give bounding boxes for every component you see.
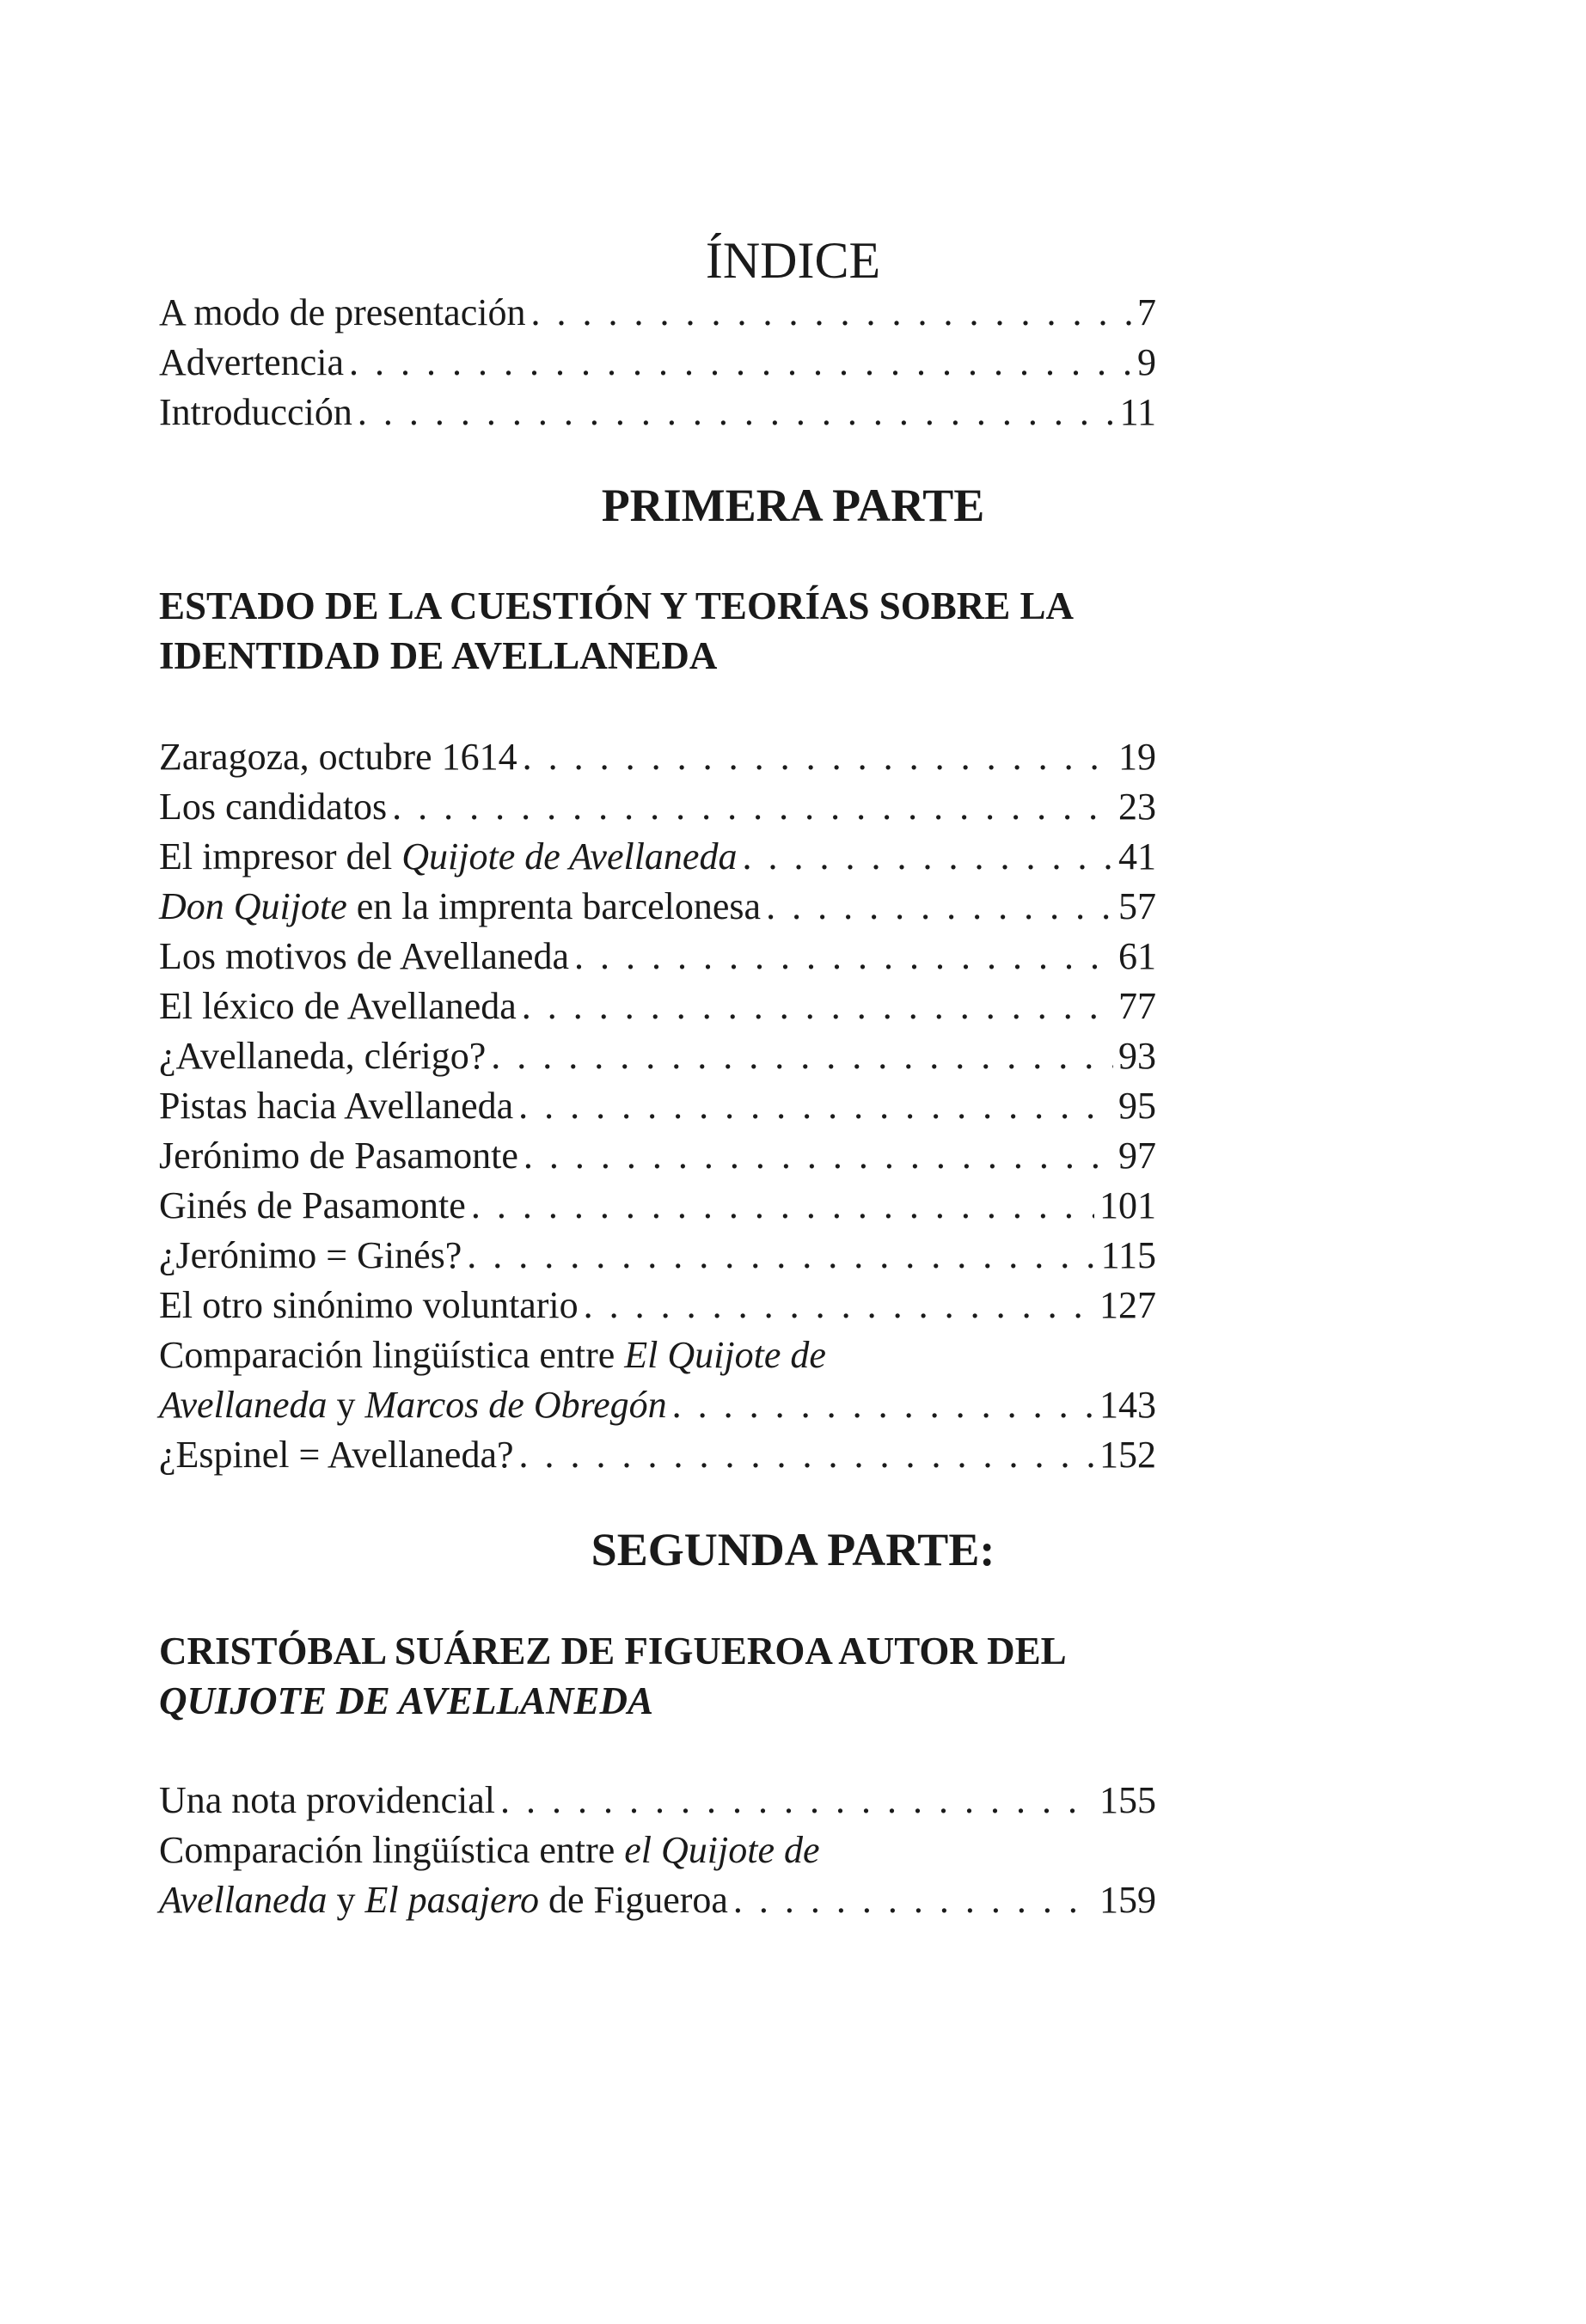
toc-entry-page: 127 [1099, 1284, 1156, 1326]
toc-entry-label-italic: Avellaneda [159, 1384, 328, 1426]
part1-heading-line1: ESTADO DE LA CUESTIÓN Y TEORÍAS SOBRE LA [159, 584, 1075, 627]
toc-entry-label-italic: El pasajero [364, 1879, 539, 1921]
leader-dots [523, 732, 1113, 782]
toc-entry [159, 1281, 1156, 1330]
toc-entry-first-line [159, 1826, 1156, 1875]
toc-entry-label: Zaragoza, octubre 1614 [159, 736, 517, 778]
part2-title: SEGUNDA PARTE: [591, 1524, 995, 1575]
toc-entry-page: 152 [1099, 1434, 1156, 1476]
toc-entry-page: 97 [1118, 1134, 1156, 1177]
toc-entry [159, 1081, 1156, 1131]
toc-entry-page: 93 [1118, 1035, 1156, 1077]
toc-entry-label: Pistas hacia Avellaneda [159, 1085, 514, 1127]
toc-entry [159, 1231, 1156, 1281]
toc-entry-label-italic: El Quijote de [624, 1334, 826, 1376]
leader-dots [392, 782, 1113, 832]
toc-entry-label: Los motivos de Avellaneda [159, 935, 569, 977]
part2-heading-italic: QUIJOTE DE AVELLANEDA [159, 1679, 654, 1722]
toc-entry-page: 155 [1099, 1779, 1156, 1821]
part1-heading-line2: IDENTIDAD DE AVELLANEDA [159, 634, 718, 677]
toc-entry-page: 19 [1118, 736, 1156, 778]
leader-dots [530, 288, 1132, 338]
leader-dots [349, 338, 1132, 388]
toc-entry [159, 1131, 1156, 1181]
toc-entry [159, 732, 1156, 782]
leader-dots [574, 932, 1113, 982]
toc-intro [159, 288, 1156, 437]
toc-entry-label [159, 832, 737, 882]
leader-dots [672, 1380, 1094, 1430]
leader-dots [491, 1031, 1113, 1081]
part1-title: PRIMERA PARTE [601, 480, 985, 531]
leader-dots [766, 882, 1113, 932]
toc-entry-page: 95 [1118, 1085, 1156, 1127]
toc-entry-label-suffix: de Figueroa [538, 1879, 728, 1921]
toc-entry-label-prefix: Comparación lingüística entre [159, 1829, 625, 1871]
toc-entry-page: 159 [1099, 1879, 1156, 1921]
leader-dots [467, 1231, 1095, 1281]
leader-dots [518, 1081, 1113, 1131]
toc-entry-page: 61 [1118, 935, 1156, 977]
toc-entry [159, 832, 1156, 882]
toc-entry [159, 388, 1156, 437]
toc-entry-label: A modo de presentación [159, 291, 526, 333]
toc-entry [159, 982, 1156, 1031]
leader-dots [522, 982, 1113, 1031]
leader-dots [524, 1131, 1113, 1181]
part1-heading [159, 581, 1191, 681]
toc-entry-label-suffix: en la imprenta barcelonesa [346, 885, 762, 927]
leader-dots [358, 388, 1115, 437]
toc-entry-page: 7 [1137, 291, 1156, 333]
leader-dots [471, 1181, 1094, 1231]
toc-entry [159, 1181, 1156, 1231]
leader-dots [742, 832, 1113, 882]
toc-entry-label: ¿Avellaneda, clérigo? [159, 1035, 487, 1077]
toc-entry [159, 782, 1156, 832]
toc-entry-label: ¿Jerónimo = Ginés? [159, 1234, 462, 1276]
toc-entry-label-prefix: El impresor del [159, 835, 402, 878]
leader-dots [584, 1281, 1094, 1330]
toc-entry-page: 23 [1118, 786, 1156, 828]
toc-entry [159, 1430, 1156, 1480]
toc-entry-page: 115 [1100, 1234, 1156, 1276]
toc-entry-label [159, 1380, 667, 1430]
toc-entry-label: Los candidatos [159, 786, 388, 828]
toc-entry-label [159, 1875, 728, 1925]
toc-entry [159, 1875, 1156, 1925]
page-title: ÍNDICE [705, 232, 881, 289]
toc-entry-label: El otro sinónimo voluntario [159, 1284, 579, 1326]
toc-entry-label-prefix: Comparación lingüística entre [159, 1334, 625, 1376]
toc-entry-first-line [159, 1330, 1156, 1380]
toc-entry-label-mid: y [327, 1384, 365, 1426]
toc-entry-label-mid: y [327, 1879, 365, 1921]
toc-entry [159, 288, 1156, 338]
toc-entry-label-italic: el Quijote de [624, 1829, 820, 1871]
toc-entry-page: 11 [1119, 391, 1156, 433]
leader-dots [519, 1430, 1095, 1480]
part2-heading-line2 [159, 1676, 1191, 1726]
toc-entry-label: Ginés de Pasamonte [159, 1184, 466, 1226]
toc-entry-label: Una nota providencial [159, 1779, 495, 1821]
toc-entry-label-italic: Don Quijote [159, 885, 347, 927]
toc-entry-page: 101 [1099, 1184, 1156, 1226]
part2-heading [159, 1626, 1191, 1726]
toc-entry [159, 932, 1156, 982]
toc-entry [159, 1776, 1156, 1826]
toc-entry-page: 143 [1099, 1384, 1156, 1426]
part2-heading-line1: CRISTÓBAL SUÁREZ DE FIGUEROA AUTOR DEL [159, 1630, 1067, 1673]
toc-entry-label: Introducción [159, 391, 352, 433]
toc-entry [159, 1031, 1156, 1081]
toc-entry-label: El léxico de Avellaneda [159, 985, 517, 1027]
toc-entry-label-italic: Quijote de Avellaneda [401, 835, 738, 878]
toc-entry [159, 882, 1156, 932]
toc-entry-label-italic: Marcos de Obregón [364, 1384, 667, 1426]
toc-entry-label-italic: Avellaneda [159, 1879, 328, 1921]
toc-entry-label [159, 882, 761, 932]
toc-entry-label: Jerónimo de Pasamonte [159, 1134, 518, 1177]
leader-dots [500, 1776, 1094, 1826]
toc-entry [159, 1380, 1156, 1430]
toc-entry-page: 57 [1118, 885, 1156, 927]
leader-dots [733, 1875, 1094, 1925]
toc-entry-label: Advertencia [159, 341, 344, 383]
toc-entry-page: 9 [1137, 341, 1156, 383]
toc-part1 [159, 732, 1156, 1480]
toc-part2 [159, 1776, 1156, 1925]
toc-entry-page: 41 [1118, 835, 1156, 878]
toc-entry [159, 338, 1156, 388]
toc-entry-label: ¿Espinel = Avellaneda? [159, 1434, 514, 1476]
toc-entry-page: 77 [1118, 985, 1156, 1027]
